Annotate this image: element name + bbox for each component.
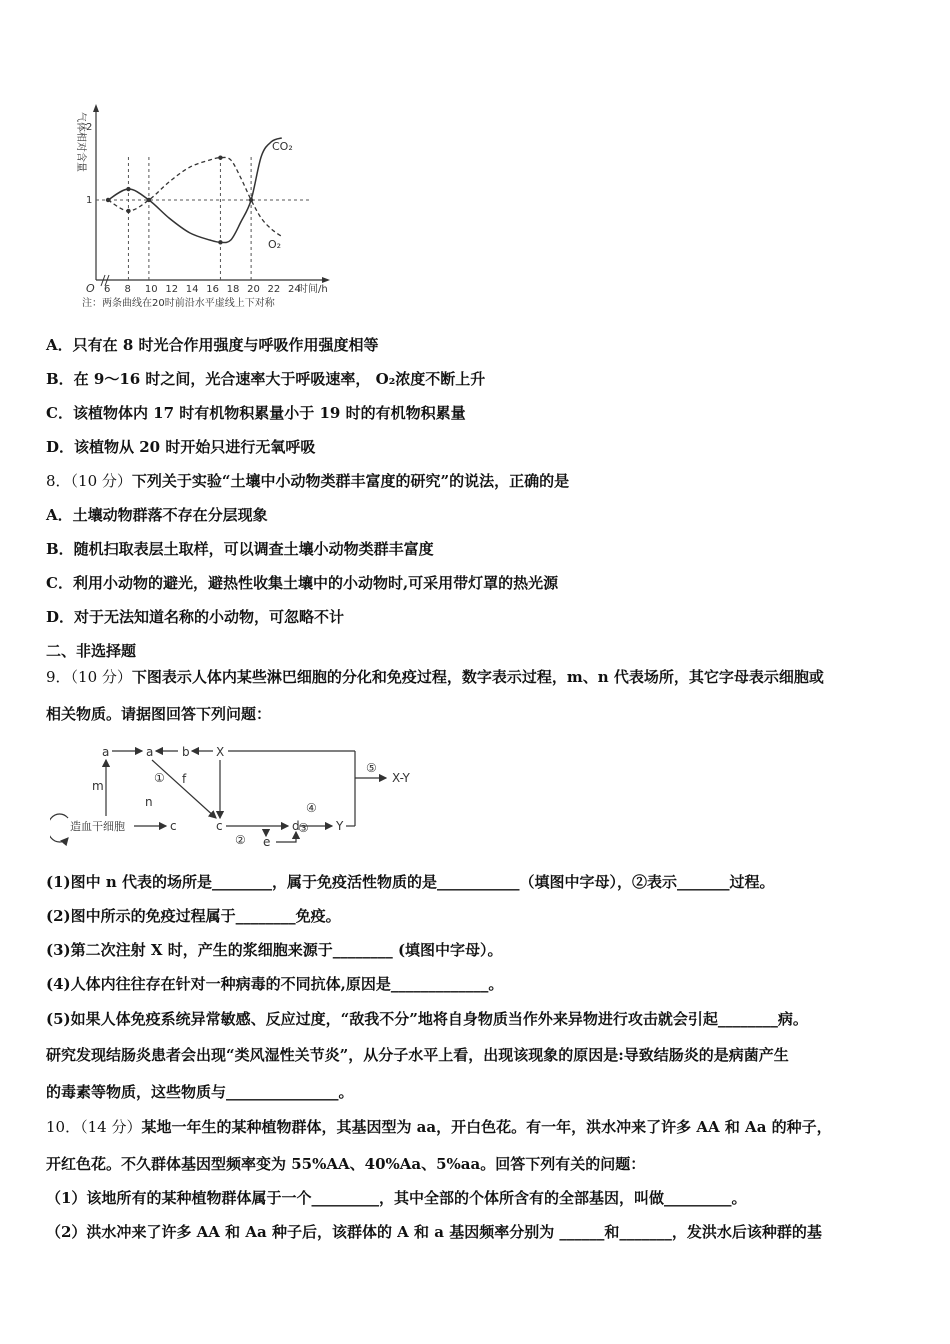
node-d: d [292,819,300,833]
process-5: ⑤ [366,761,377,775]
node-y: Y [336,819,344,833]
stem-cell-loop [50,814,68,842]
q10-sub-1: （1）该地所有的某种植物群体属于一个_________，其中全部的个体所含有的全部基因，叫做_________。 [46,1189,747,1207]
x-tick-20: 20 [247,284,260,295]
q9-stem [46,667,824,687]
q8-number: 8．（10 分） [46,472,132,490]
section-heading: 二、非选择题 [46,642,137,660]
q10-stem [46,1117,832,1137]
node-e: e [263,835,271,848]
q10-text: 某地一年生的某种植物群体，其基因型为 aa，开白色花。有一年，洪水冲来了许多 AA 和 Aa 的种子， [141,1118,832,1136]
point-start-6 [106,198,110,202]
q10-stem-2: 开红色花。不久群体基因型频率变为 55%AA、40%Aa、5%aa。回答下列有关的问题： [46,1155,646,1173]
arrow-a-to-c [152,760,216,818]
q9-sub-3: (3)第二次注射 X 时，产生的浆细胞来源于________ (填图中字母）。 [46,941,503,959]
point-both-2-20 [249,198,253,202]
label-n: n [145,795,153,809]
x-tick-14: 14 [185,284,199,295]
x-tick-24: 24 [288,284,301,295]
q7-option-a: A．只有在 8 时光合作用强度与呼吸作用强度相等 [46,336,379,354]
q7-option-d: D．该植物从 20 时开始只进行无氧呼吸 [46,438,316,456]
q7-option-b: B．在 9～16 时之间，光合速率大于呼吸速率， O₂浓度不断上升 [46,370,486,388]
q9-sub-5a: (5)如果人体免疫系统异常敏感、反应过度，“敌我不分”地将自身物质当作外来异物进行攻击就会引起________病。 [46,1010,808,1028]
x-tick-22: 22 [267,284,281,295]
node-xy: X-Y [392,771,410,785]
x-tick-16: 16 [206,284,219,295]
node-x: X [216,745,225,759]
y-tick-2: 2 [86,122,93,133]
q8-stem [46,471,569,491]
q8-text: 下列关于实验“土壤中小动物类群丰富度的研究”的说法，正确的是 [131,472,570,490]
q9-sub-5c: 的毒素等物质，这些物质与_______________。 [46,1083,354,1101]
node-c-left: c [170,819,177,833]
q10-sub-2: （2）洪水冲来了许多 AA 和 Aa 种子后，该群体的 A 和 a 基因频率分别为 ______和_______，发洪水后该种群的基 [46,1223,822,1241]
y-tick-1: 1 [86,195,93,206]
q8-option-a: A．土壤动物群落不存在分层现象 [46,506,268,524]
x-tick-12: 12 [165,284,179,295]
q9-sub-2: (2)图中所示的免疫过程属于________免疫。 [46,907,341,925]
q8-option-c: C．利用小动物的避光，避热性收集土壤中的小动物时,可采用带灯罩的热光源 [46,574,559,592]
point-co2-8 [126,187,130,191]
process-2: ② [235,833,246,847]
process-3: ③ [298,821,309,835]
point-o2-8 [126,209,130,213]
q8-option-b: B．随机扫取表层土取样，可以调查土壤小动物类群丰富度 [46,540,434,558]
co2-series-label: CO₂ [272,140,293,153]
node-a-left: a [102,745,110,759]
y-axis-arrow [93,104,99,112]
arrow-e-to-d [276,832,296,842]
q10-number: 10．（14 分） [46,1118,142,1136]
x-tick-8: 8 [124,284,131,295]
chart-note: 注：两条曲线在20时前沿水平虚线上下对称 [82,298,275,309]
point-o2-17 [218,155,222,159]
node-a-right: a [146,745,154,759]
q9-sub-5b: 研究发现结肠炎患者会出现“类风湿性关节炎”，从分子水平上看，出现该现象的原因是:导致结肠炎的是病菌产生 [46,1046,789,1064]
origin-label: O [86,282,95,295]
x-tick-10: 10 [144,284,158,295]
stem-cell-label: 造血干细胞 [70,820,125,833]
y-axis-label: 气体相对含量 [75,112,86,172]
gas-content-chart [60,100,350,310]
q9-sub-1: (1)图中 n 代表的场所是________，属于免疫活性物质的是___________（填图中字母），②表示_______过程。 [46,873,775,891]
o2-curve [108,157,282,236]
process-4: ④ [306,801,317,815]
x-tick-18: 18 [226,284,240,295]
x-axis-label: 时间/h [298,284,328,295]
immune-process-diagram [50,738,430,848]
node-b: b [182,745,190,759]
q7-option-c: C．该植物体内 17 时有机物积累量小于 19 时的有机物积累量 [46,404,466,422]
node-c-right: c [216,819,223,833]
co2-curve [108,138,282,243]
point-both-10 [147,198,151,202]
q9-stem-2: 相关物质。请据图回答下列问题： [46,705,272,723]
q9-text: 下图表示人体内某些淋巴细胞的分化和免疫过程，数字表示过程，m、n 代表场所，其它字母表示细胞或 [131,668,824,686]
q9-number: 9．（10 分） [46,668,132,686]
o2-series-label: O₂ [268,238,282,251]
label-f: f [182,772,187,786]
process-1: ① [154,771,165,785]
q8-option-d: D．对于无法知道名称的小动物，可忽略不计 [46,608,345,626]
x-axis-arrow [322,277,330,283]
x-tick-6: 6 [104,284,111,295]
point-co2-17 [218,240,222,244]
q9-sub-4: (4)人体内往往存在针对一种病毒的不同抗体,原因是_____________。 [46,975,504,993]
label-m: m [92,779,104,793]
